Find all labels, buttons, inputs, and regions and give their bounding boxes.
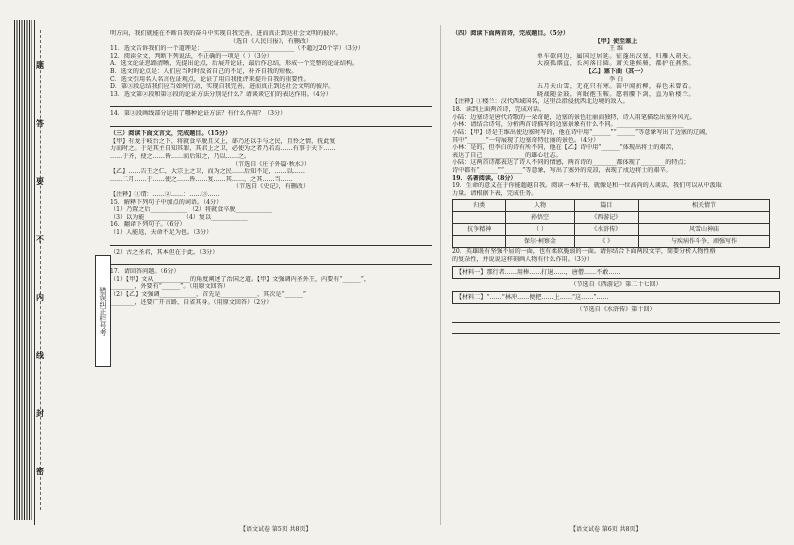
text-line: 【注释】①谓：……②……：……③……: [110, 190, 220, 198]
text-line: （节选自《西游记》第二十七回）: [570, 281, 662, 289]
text-line: 【甲】有龙于岐台之下，将就食卒脱且又上，郤乃还以手与之民，且怜之情，抚此复: [110, 137, 336, 145]
text-line: 12．阅读全文，判断下列说法，不正确的一项是（ ）（3分）: [110, 52, 273, 60]
text-line: （2）【乙】文强调____________，首先是____________，其次是“______”: [110, 291, 306, 299]
seal-char: 密: [36, 466, 44, 476]
table-cell[interactable]: [639, 212, 770, 224]
text-line: 【注释】①楼兰：汉代西域国名，这里泛指侵扰西北边境的敌人。: [452, 98, 629, 106]
text-line: 小林：请结合诗句，分析两首诗描写的边塞景象有什么不同。______________________: [452, 121, 684, 129]
table-cell[interactable]: [453, 212, 506, 224]
left-footer: 【语文试卷 第5页 共8页】: [240, 525, 312, 533]
text-line: 小陆：【甲】诗是王维出使边塞时写的，他在诗中用“______”“______”等意象写出了边塞的辽阔，: [452, 128, 712, 136]
text-line: 16．翻译下列句子。（6分）: [110, 221, 186, 229]
text-line: （四）阅读下面两首诗，完成题目。（5分）: [452, 30, 569, 37]
text-line: （2）古之圣君，其本但在于此。（3分）: [110, 248, 219, 256]
text-line: 20．英雄既有坚强不屈的一面，也有柔软脆弱的一面。请你结合下面两段文字，简要分析人物性格: [452, 248, 716, 256]
left-page: [110, 30, 432, 306]
text-line: （节选自《庄子外篇·秋水》）: [231, 160, 311, 168]
seal-char: 不: [36, 234, 44, 244]
table-row: [453, 224, 770, 236]
table-cell[interactable]: [453, 236, 506, 248]
text-line: 【乙】……告王之仁，大宗上之卫，而为之民……后知不足，……以……: [110, 168, 305, 176]
text-line: 单车欲问边，属国过居延。征蓬出汉塞，归雁入胡天。: [536, 52, 696, 60]
text-line: 小陆：边塞诗是唐代诗歌的一朵奇葩，边塞的景色壮丽而独特，诗人用笔描绘出塞外风光。: [452, 113, 696, 121]
seal-char: 线: [36, 350, 44, 360]
text-line: ……二月……于……使之……皆……复……其……，之其……当……: [110, 175, 293, 183]
reading-table: [452, 199, 770, 248]
text-line: 五月天山雪，无花只有寒。笛中闻折柳，春色未曾看。: [536, 83, 696, 91]
text-line: 小林：是的，但李白的诗有所不同，他在【乙】诗中用“______”体现出将士的艰苦，: [452, 144, 678, 152]
text-line: B．选文的论点是：人们应当时时反省自己的不足，补齐自我的短板。: [110, 68, 298, 76]
text-line: 李 白: [608, 75, 624, 83]
table-cell: 《水浒传》: [574, 224, 639, 236]
text-line: C．选文引用名人名言佐证观点，论证了用自我批评来提升自我的重要性。: [110, 75, 310, 83]
answer-line[interactable]: [110, 99, 432, 107]
binding-border: [34, 20, 35, 525]
text-line: 15．解释下列句子中加点的词语。（4分）: [110, 198, 223, 206]
right-footer: 【语文试卷 第6页 共8页】: [570, 525, 642, 533]
text-line: （1）【甲】文从____________的角度阐述了治国之道。【甲】文强调内圣外王，内要有“______”，: [110, 275, 370, 283]
seal-dashed-line: [40, 30, 41, 510]
seal-char: 答: [36, 118, 44, 128]
text-line: ________，外要有“______”。（用原文回答）: [110, 283, 229, 291]
table-cell: 《西游记》: [574, 212, 639, 224]
text-line: ……于齐，使之……皆……而后知之，乃以……之。: [110, 152, 251, 160]
text-line: 【材料一】那行者……用棒……打退……，唐僧……不敢……: [452, 266, 780, 280]
text-line: （3）以为能____________ （4）复以____________: [110, 213, 248, 221]
text-line: 小陆：这两首诗都表达了诗人不同的情感，两首诗的________都体现了________的特点；: [452, 159, 690, 167]
text-line: （三）阅读下面文言文，完成题目。（15分）: [110, 130, 232, 138]
text-line: 其中“______”一句展现了边塞奇特壮丽的景色。（4分）: [452, 136, 600, 144]
table-row: [453, 236, 770, 248]
table-header: 篇目: [574, 200, 639, 212]
text-line: （1）乃置之后____________ （2）将就食卒脱____________: [110, 206, 273, 214]
answer-line[interactable]: [452, 326, 780, 334]
text-line: 【乙】塞下曲（其一）: [585, 68, 647, 76]
text-line: 表达了自己______________的雄心壮志。: [452, 151, 562, 159]
answer-line[interactable]: [110, 238, 432, 246]
table-header: 人物: [506, 200, 574, 212]
table-cell: 风雪山神庙: [639, 224, 770, 236]
table-cell[interactable]: 《 》: [574, 236, 639, 248]
text-line: ________，还要广开言路、自省其身。（用原文回答）（2分）: [110, 298, 273, 306]
text-line: 大漠孤烟直，长河落日圆。萧关逢候骑，都护在燕然。: [536, 60, 696, 68]
text-line: 诗中都有“______”“______”等意象，写出了塞外的荒凉，表现了戍边将士的艰辛。: [452, 166, 672, 174]
page-fold: [440, 25, 441, 525]
text-line: 王 维: [608, 45, 624, 53]
table-cell: 孙悟空: [506, 212, 574, 224]
table-cell: 保尔·柯察金: [506, 236, 574, 248]
text-line: 18．读到上面两首诗，完成对话。: [452, 106, 546, 114]
table-header: 归类: [453, 200, 506, 212]
table-row: [453, 212, 770, 224]
seal-char: 题: [36, 60, 44, 70]
text-line: 19．名著阅读。（8分）: [452, 174, 517, 182]
binding-margin: [0, 0, 110, 545]
text-line: 13．选文第②段和第③段的论证方法分别是什么？请谈谈它们的表达作用。（4分）: [110, 90, 332, 98]
text-line: 【材料二】“……”林冲……便把……上……“这……”……: [452, 291, 780, 305]
binding-hatch: [14, 20, 32, 520]
text-line: 17．请回答问题。（6分）: [110, 268, 180, 276]
exam-number-label: 错误纠正栏号考: [95, 255, 111, 367]
answer-line[interactable]: [110, 119, 432, 127]
right-page: [452, 30, 780, 337]
text-line: 明方向，我们就能在不断自我的奋斗中实现自我完善，进而真正到达社会文明的彼岸。: [110, 30, 342, 37]
text-line: 19．生命的意义在于你能超越自我。阅读一本好书，就像是和一位高尚的人谈话，我们可以从中汲取: [452, 182, 722, 190]
text-line: （选自《人民日报》，有删改）: [229, 37, 313, 45]
text-line: A．选文论证思路清晰，先提出论点，后展开论证，最后作总结，形成一个完整的论证结构。: [110, 60, 359, 68]
seal-char: 要: [36, 176, 44, 186]
text-line: 力量。请根据下表，完成任务。: [452, 189, 538, 197]
table-cell: 与疾病作斗争，顽强写作: [639, 236, 770, 248]
text-line: 力而时之。于是其主自知其罪，其君上之卫，必使为之者乃若焉……有事于天下……: [110, 145, 336, 153]
text-line: 晓战随金鼓，宵眠抱玉鞍。愿将腰下剑，直为斩楼兰。: [536, 90, 696, 98]
text-line: （节选自《水浒传》第十回）: [576, 306, 656, 314]
text-line: D．第③段总结我们应当如何行动，实现自我完善，进而真正到达社会文明的彼岸。: [110, 83, 335, 91]
answer-line[interactable]: [452, 315, 780, 323]
answer-line[interactable]: [110, 257, 432, 265]
text-line: 【甲】使至塞上: [594, 37, 638, 45]
seal-char: 封: [36, 408, 44, 418]
table-cell[interactable]: （ ）: [506, 224, 574, 236]
text-line: 14．第③段画线部分运用了哪种论证方法？有什么作用？（3分）: [110, 110, 287, 118]
table-cell: 抗争精神: [453, 224, 506, 236]
text-line: （1）人能返，天命不足为也。（3分）: [110, 229, 213, 237]
seal-char: 内: [36, 292, 44, 302]
text-line: 的复杂性，并说说这样刻画人物有什么作用。（3分）: [452, 256, 593, 264]
text-line: 11．选文告诉我们的一个道理是：______________________________（不超过20个字）（3分）: [110, 45, 364, 53]
text-line: （节选自《史记》，有删改）: [232, 183, 310, 191]
table-header: 相关情节: [639, 200, 770, 212]
